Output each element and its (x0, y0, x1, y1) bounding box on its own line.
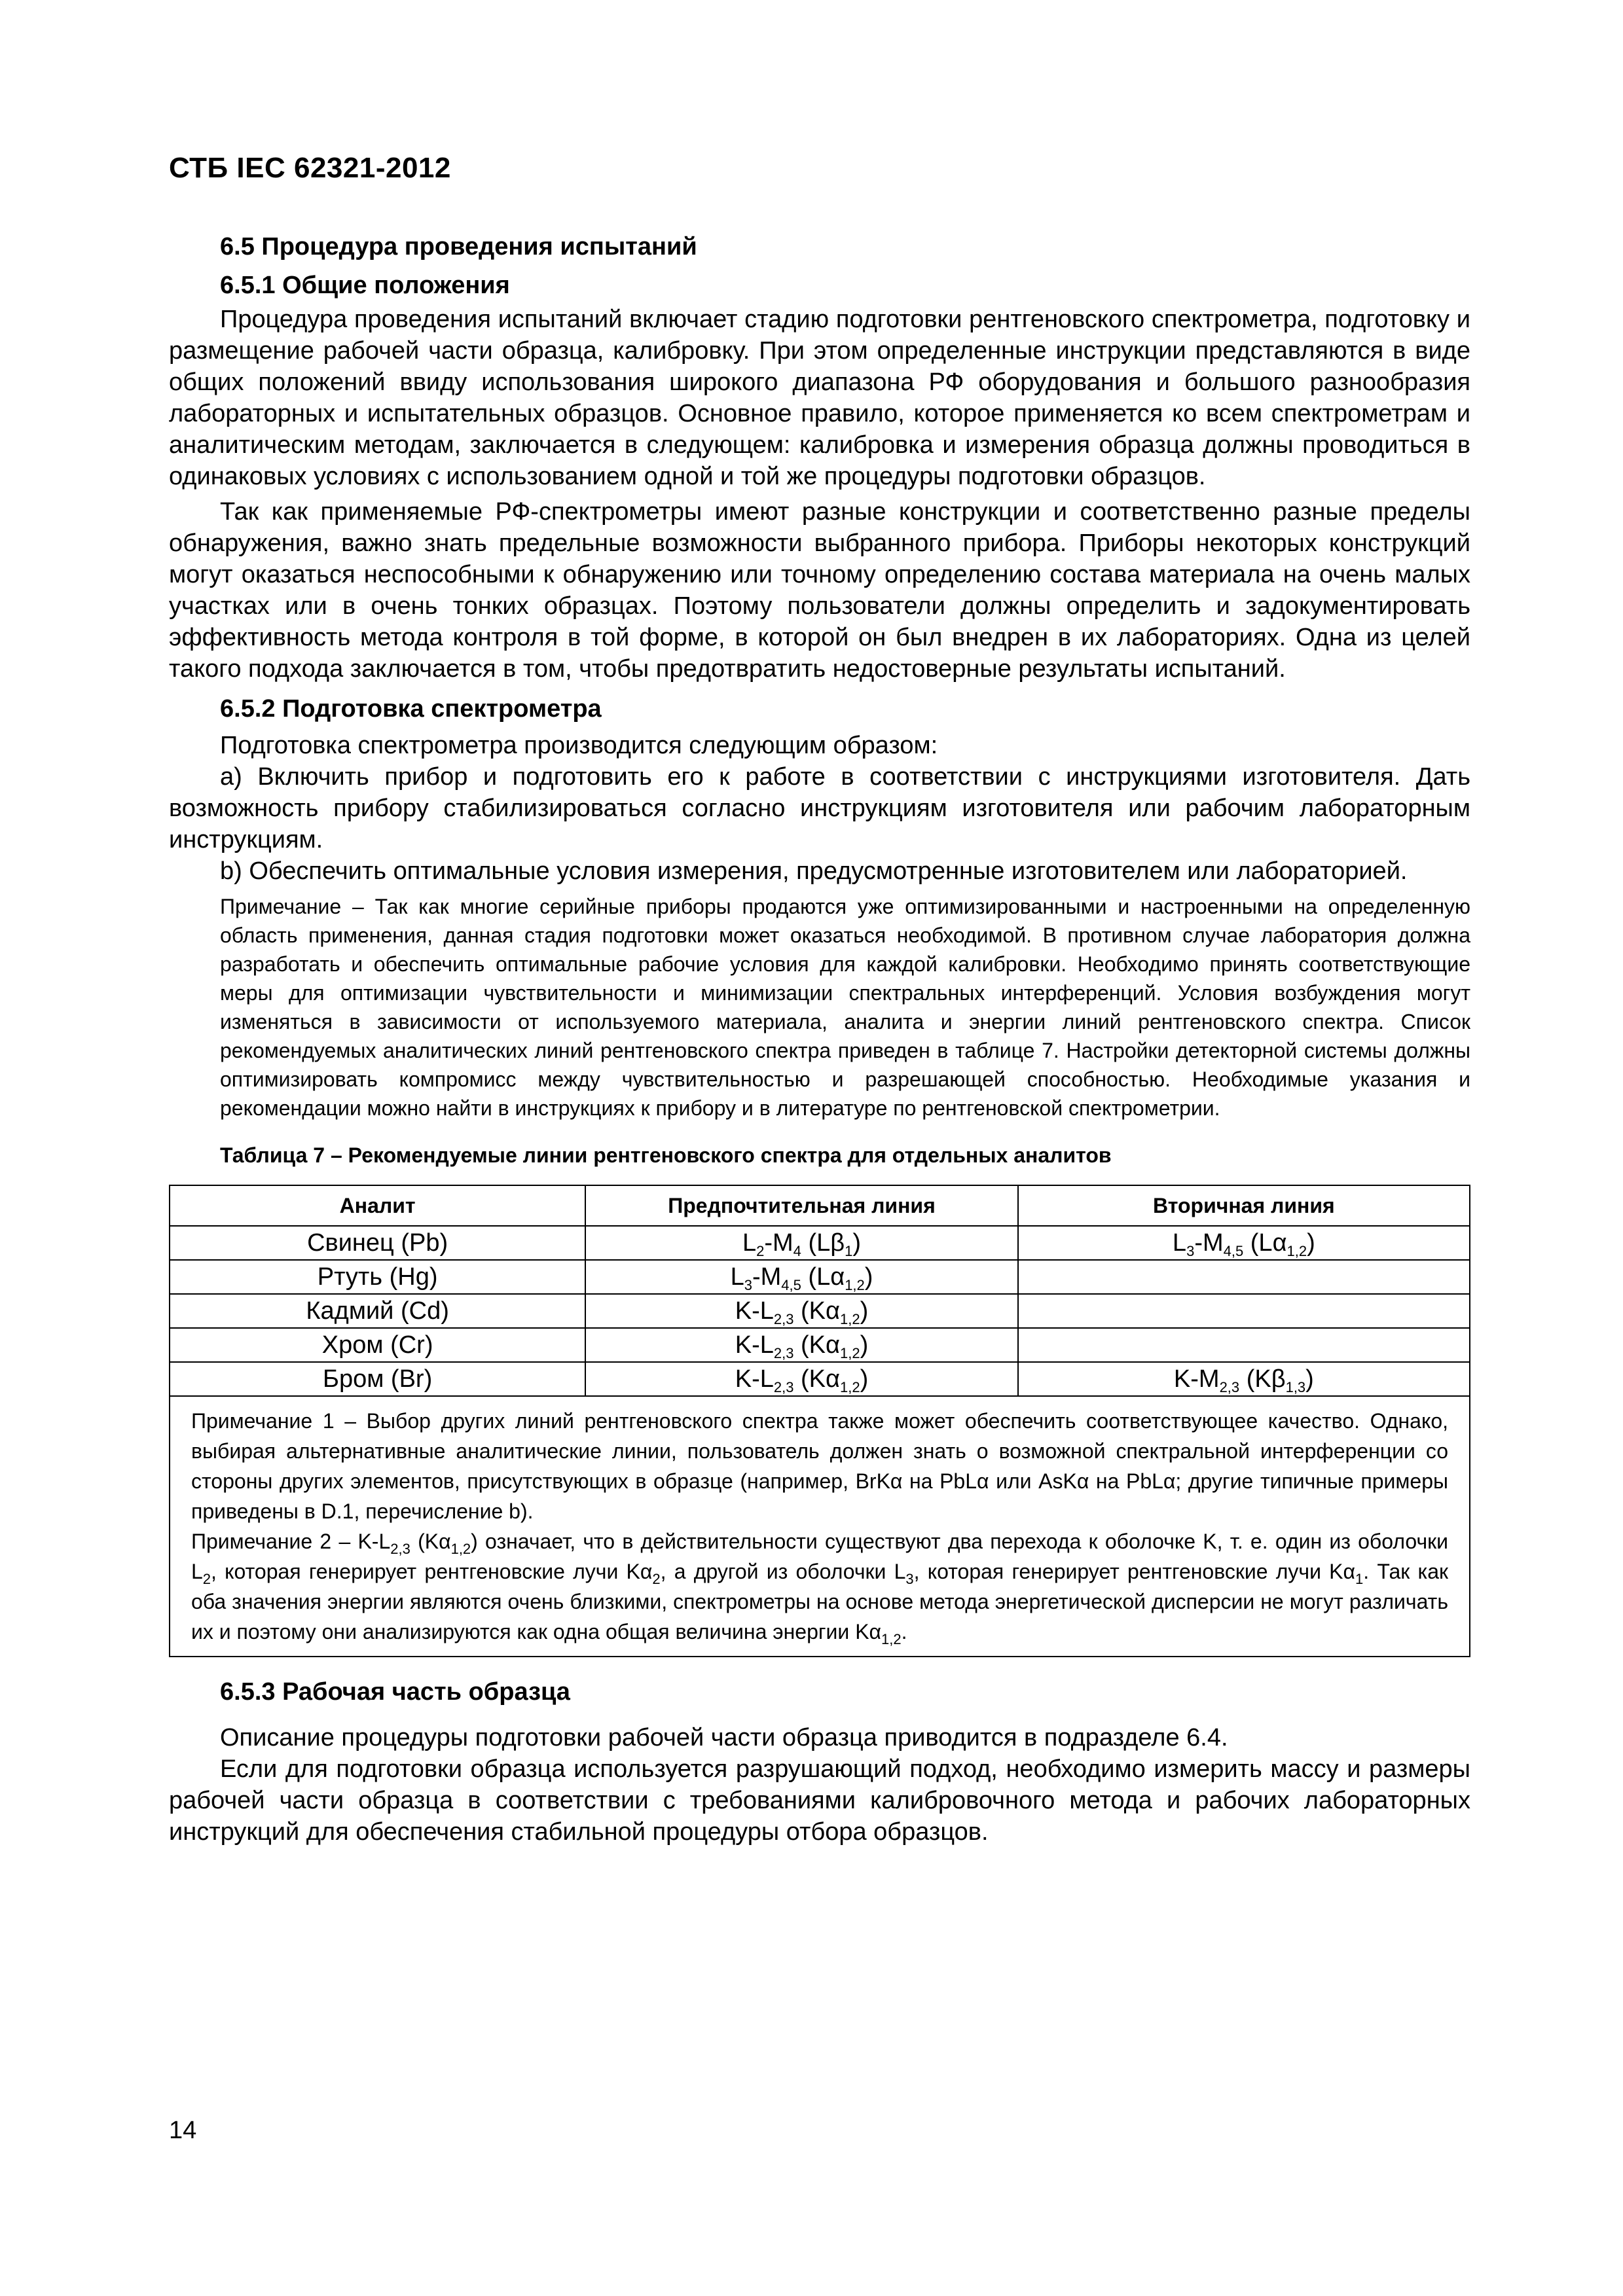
section-6-5-title: 6.5 Процедура проведения испытаний (220, 233, 697, 260)
section-6-5-2-note: Примечание – Так как многие серийные приборы продаются уже оптимизированными и настроенными на определенную область применения, данная стадия подготовки может оказаться необходимой. В противном случае лаборатория должна разработать и обеспечить оптимальные рабочие условия для каждой калибровки. Необходимо принять соответствующие меры для оптимизации чувствительности и минимизации спектральных интерференций. Условия возбуждения могут изменяться в зависимости от используемого материала, аналита и энергии линий рентгеновского спектра. Список рекомендуемых аналитических линий рентгеновского спектра приведен в таблице 7. Настройки детекторной системы должны оптимизировать компромисс между чувствительностью и разрешающей способностью. Необходимые указания и рекомендации можно найти в инструкциях к прибору и в литературе по рентгеновской спектрометрии. (220, 895, 1470, 1120)
column-header-secondary-line: Вторичная линия (1018, 1185, 1470, 1226)
analyte-cell: Хром (Cr) (170, 1328, 585, 1362)
table-row (170, 1294, 1470, 1328)
secondary-line-cell: $K-M_{2,3}$ $(K\beta_{1,3})$ (1018, 1362, 1470, 1396)
table-note-1: Примечание 1 – Выбор других линий рентгеновского спектра также может обеспечить соответствующее качество. Однако, выбирая альтернативные аналитические линии, пользователь должен знать о возможной спектральной интерференции со стороны других элементов, присутствующих в образце (например, BrKα на PbLα или AsKα на PbLα; другие типичные примеры приведены в D.1, перечисление b). (191, 1409, 1448, 1523)
preferred-line-cell: $K-L_{2,3}$ $(K\alpha_{1,2})$ (585, 1362, 1017, 1396)
table-row (170, 1226, 1470, 1260)
list-item-a: a) Включить прибор и подготовить его к работе в соответствии с инструкциями изготовителя. Дать возможность прибору стабилизироваться согласно инструкциям изготовителя или рабочим лабораторным инструкциям. (169, 763, 1470, 853)
table-row (170, 1362, 1470, 1396)
column-header-analyte: Аналит (170, 1185, 585, 1226)
page-number: 14 (169, 2117, 197, 2144)
analyte-cell: Кадмий (Cd) (170, 1294, 585, 1328)
section-6-5-1-paragraph-2: Так как применяемые РФ-спектрометры имеют разные конструкции и соответственно разные пределы обнаружения, важно знать предельные возможности выбранного прибора. Приборы некоторых конструкций могут оказаться неспособными к обнаружению или точному определению состава материала на очень малых участках или в очень тонких образцах. Поэтому пользователи должны определить и задокументировать эффективность метода контроля в той форме, в которой он был внедрен в их лабораториях. Одна из целей такого подхода заключается в том, чтобы предотвратить недостоверные результаты испытаний. (169, 498, 1470, 683)
analyte-cell: Бром (Br) (170, 1362, 585, 1396)
secondary-line-cell (1018, 1328, 1470, 1362)
document-code: СТБ IEC 62321-2012 (169, 152, 451, 184)
section-6-5-1-title: 6.5.1 Общие положения (220, 272, 510, 299)
table-notes-row (170, 1396, 1470, 1657)
section-6-5-3-paragraph-2: Если для подготовки образца используется разрушающий подход, необходимо измерить массу и размеры рабочей части образца в соответствии с требованиями калибровочного метода и рабочих лабораторных инструкций для обеспечения стабильной процедуры отбора образцов. (169, 1755, 1470, 1846)
secondary-line-cell: $L_3-M_{4,5}$ $(L\alpha_{1,2})$ (1018, 1226, 1470, 1260)
section-6-5-3-title: 6.5.3 Рабочая часть образца (220, 1678, 570, 1706)
section-6-5-1-paragraph-1: Процедура проведения испытаний включает стадию подготовки рентгеновского спектрометра, подготовку и размещение рабочей части образца, калибровку. При этом определенные инструкции представляются в виде общих положений ввиду использования широкого диапазона РФ оборудования и большого разнообразия лабораторных и испытательных образцов. Основное правило, которое применяется ко всем спектрометрам и аналитическим методам, заключается в следующем: калибровка и измерения образца должны проводиться в одинаковых условиях с использованием одной и той же процедуры подготовки образцов. (169, 306, 1470, 490)
preferred-line-cell: $L_2-M_4$ $(L\beta_1)$ (585, 1226, 1017, 1260)
table-7 (169, 1185, 1470, 1657)
section-6-5-3-paragraph-1: Описание процедуры подготовки рабочей части образца приводится в подразделе 6.4. (220, 1724, 1228, 1751)
list-item-b: b) Обеспечить оптимальные условия измерения, предусмотренные изготовителем или лабораторией. (220, 857, 1408, 885)
table-7-caption: Таблица 7 – Рекомендуемые линии рентгеновского спектра для отдельных аналитов (220, 1143, 1112, 1167)
section-6-5-2-title: 6.5.2 Подготовка спектрометра (220, 695, 602, 723)
column-header-preferred-line: Предпочтительная линия (585, 1185, 1017, 1226)
analyte-cell: Свинец (Pb) (170, 1226, 585, 1260)
page-body (169, 0, 1470, 1848)
preferred-line-cell: $K-L_{2,3}$ $(K\alpha_{1,2})$ (585, 1294, 1017, 1328)
preferred-line-cell: $L_3-M_{4,5}$ $(L\alpha_{1,2})$ (585, 1260, 1017, 1294)
table-notes-cell (170, 1396, 1470, 1657)
section-6-5-2-intro: Подготовка спектрометра производится следующим образом: (220, 732, 938, 759)
table-note-2: Примечание $2 - K-L_{2,3}$ $(K\alpha_{1,2})$ означает, что в действительности существуют два перехода к оболочке K, т. е. один из оболочки $L_2$, которая генерирует рентгеновские лучи $K\alpha_2$, а другой из оболочки $L_3$, которая генерирует рентгеновские лучи $K\alpha_1$. Так как оба значения энергии являются очень близкими, спектрометры на основе метода энергетической дисперсии не могут различать их и поэтому они анализируются как одна общая величина энергии $K\alpha_{1,2}$. (191, 1530, 1449, 1647)
table-header-row (170, 1185, 1470, 1226)
table-row (170, 1328, 1470, 1362)
table-row (170, 1260, 1470, 1294)
analyte-cell: Ртуть (Hg) (170, 1260, 585, 1294)
secondary-line-cell (1018, 1294, 1470, 1328)
secondary-line-cell (1018, 1260, 1470, 1294)
preferred-line-cell: $K-L_{2,3}$ $(K\alpha_{1,2})$ (585, 1328, 1017, 1362)
